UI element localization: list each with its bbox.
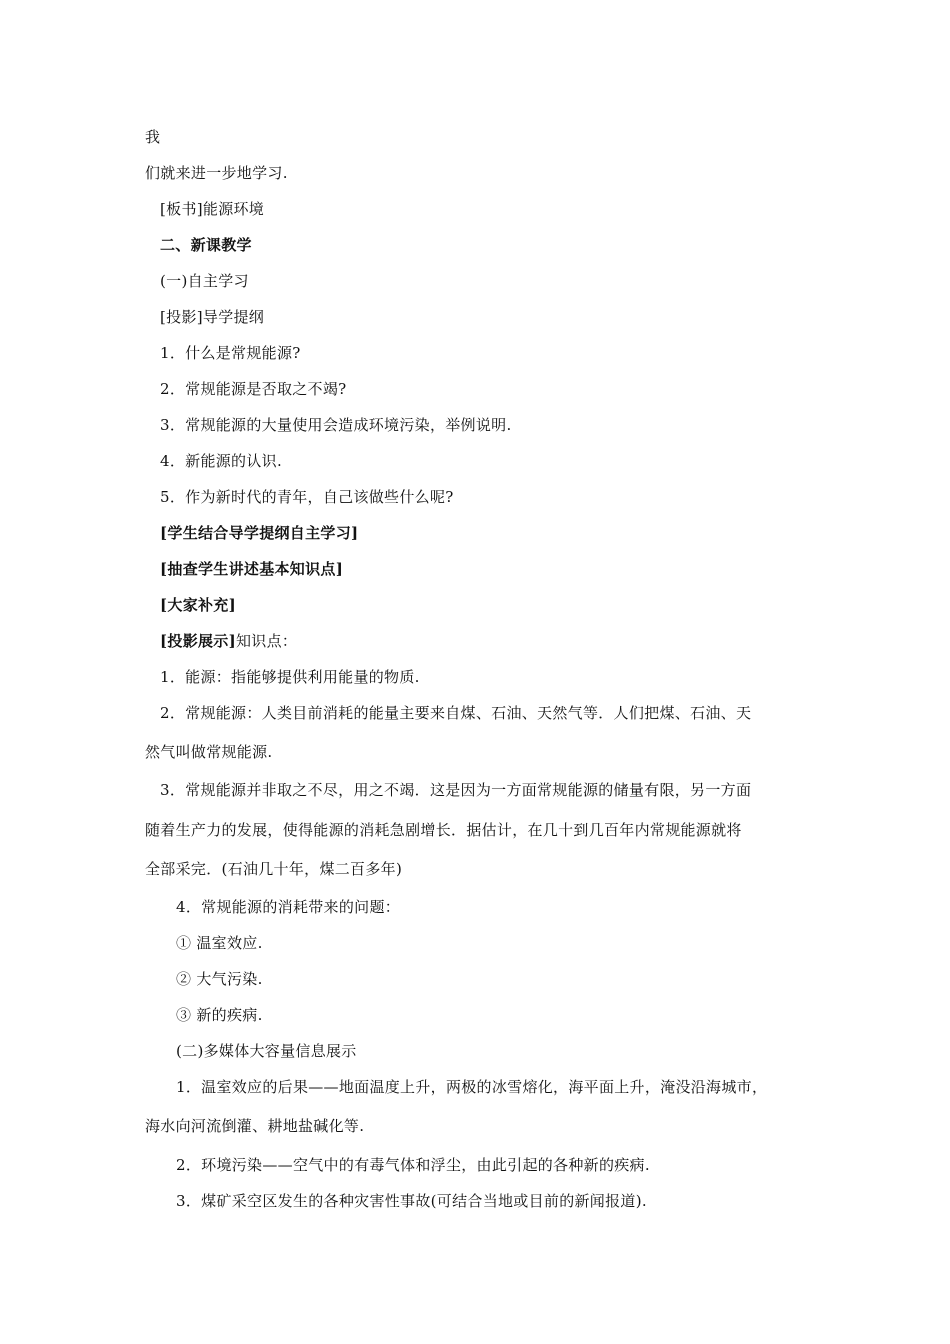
multimedia-item-3: 3．煤矿采空区发生的各种灾害性事故(可结合当地或目前的新闻报道). xyxy=(176,1192,647,1210)
knowledge-points-label: 知识点： xyxy=(236,632,298,650)
text-line-2: 们就来进一步地学习. xyxy=(145,164,288,182)
knowledge-item-4: 4．常规能源的消耗带来的问题： xyxy=(176,898,401,916)
problem-item-3: ③ 新的疾病. xyxy=(176,1006,263,1024)
board-note-heading: [板书]能源环境 xyxy=(160,200,265,218)
section-heading-new-lesson: 二、新课教学 xyxy=(160,236,252,254)
activity-spot-check: [抽查学生讲述基本知识点] xyxy=(160,560,344,578)
outline-item-3: 3．常规能源的大量使用会造成环境污染，举例说明. xyxy=(160,416,512,434)
knowledge-item-3-line-1: 3．常规能源并非取之不尽，用之不竭．这是因为一方面常规能源的储量有限，另一方面 xyxy=(160,781,752,799)
knowledge-item-2-line-2: 然气叫做常规能源. xyxy=(145,743,273,761)
outline-item-2: 2．常规能源是否取之不竭? xyxy=(160,380,347,398)
activity-supplement: [大家补充] xyxy=(160,596,236,614)
problem-item-2: ② 大气污染. xyxy=(176,970,263,988)
knowledge-item-3-line-3: 全部采完．(石油几十年，煤二百多年) xyxy=(145,860,403,878)
outline-item-5: 5．作为新时代的青年，自己该做些什么呢? xyxy=(160,488,454,506)
outline-item-4: 4．新能源的认识. xyxy=(160,452,283,470)
outline-item-1: 1．什么是常规能源? xyxy=(160,344,301,362)
knowledge-item-2-line-1: 2．常规能源：人类目前消耗的能量主要来自煤、石油、天然气等．人们把煤、石油、天 xyxy=(160,704,752,722)
knowledge-points-heading xyxy=(160,631,297,651)
knowledge-item-1: 1．能源：指能够提供利用能量的物质. xyxy=(160,668,420,686)
activity-self-study: [学生结合导学提纲自主学习] xyxy=(160,524,359,542)
multimedia-item-1-line-1: 1．温室效应的后果——地面温度上升，两极的冰雪熔化，海平面上升，淹没沿海城市， xyxy=(176,1078,768,1096)
subsection-heading-multimedia: (二)多媒体大容量信息展示 xyxy=(176,1042,357,1060)
projection-outline-heading: [投影]导学提纲 xyxy=(160,308,265,326)
subsection-heading-self-study: (一)自主学习 xyxy=(160,272,249,290)
problem-item-1: ① 温室效应. xyxy=(176,934,263,952)
multimedia-item-2: 2．环境污染——空气中的有毒气体和浮尘，由此引起的各种新的疾病. xyxy=(176,1156,650,1174)
text-line-1: 我 xyxy=(145,128,161,146)
knowledge-item-3-line-2: 随着生产力的发展，使得能源的消耗急剧增长．据估计，在几十到几百年内常规能源就将 xyxy=(145,821,742,839)
multimedia-item-1-line-2: 海水向河流倒灌、耕地盐碱化等. xyxy=(145,1117,365,1135)
projection-display-label: [投影展示] xyxy=(160,632,236,650)
